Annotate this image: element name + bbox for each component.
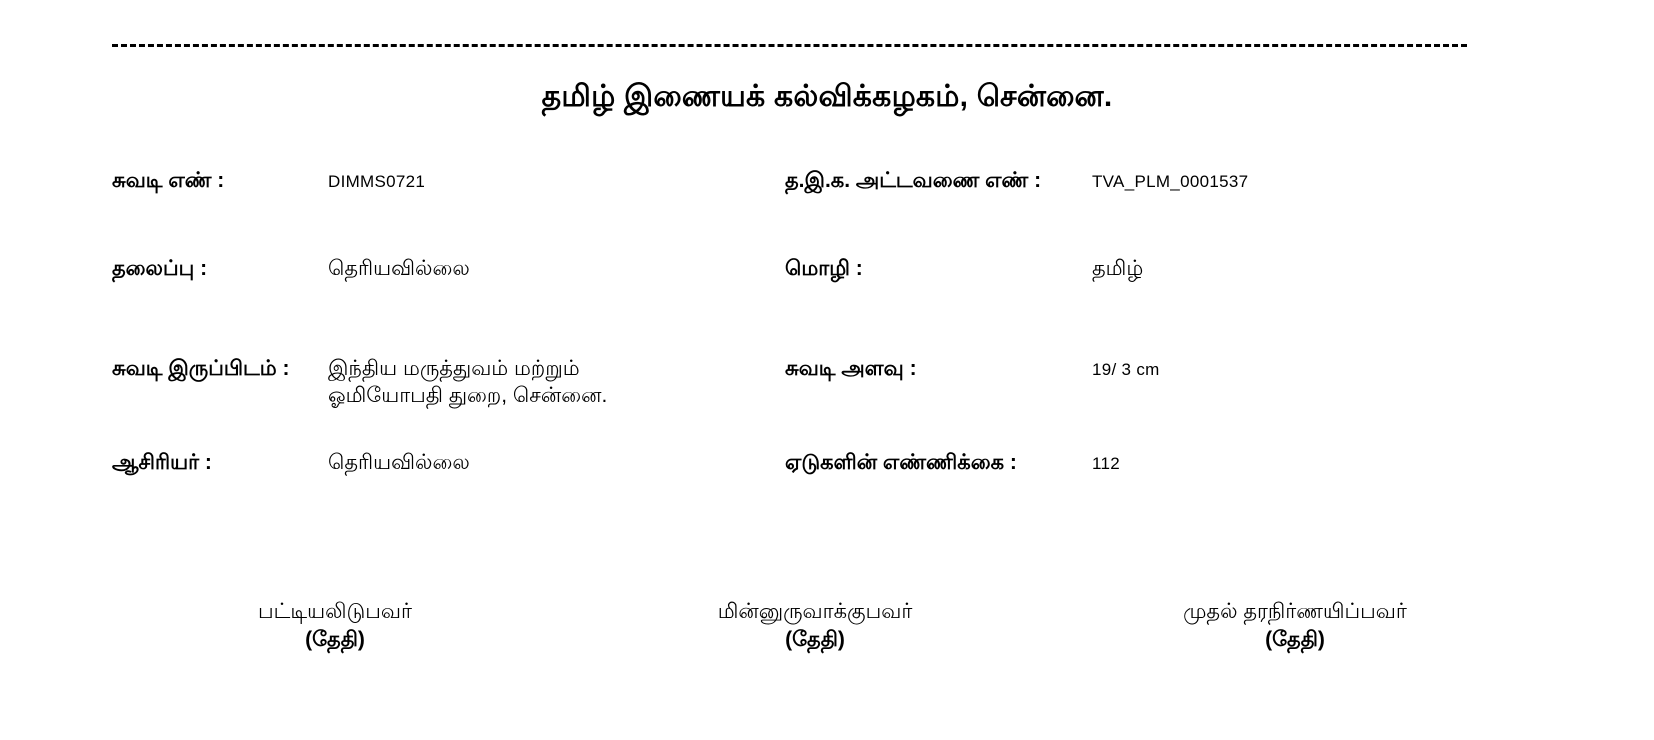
signature-block-first-quality-checker: [1015, 598, 1575, 655]
signature-date: (தேதி): [1265, 628, 1325, 652]
leaf-count-label: ஏடுகளின் எண்ணிக்கை :: [785, 451, 1017, 474]
language-label: மொழி :: [785, 257, 863, 280]
author-value: தெரியவில்லை: [328, 451, 470, 474]
field-row: [0, 168, 1654, 256]
field-row: [0, 450, 1654, 540]
size-label: சுவடி அளவு :: [785, 357, 917, 380]
tva-table-number-value: TVA_PLM_0001537: [1092, 172, 1249, 191]
language-value: தமிழ்: [1092, 257, 1144, 280]
author-label: ஆசிரியர் :: [112, 451, 212, 474]
signature-date: (தேதி): [305, 628, 365, 652]
field-row: [0, 356, 1654, 450]
size-value: 19/ 3 cm: [1092, 360, 1160, 379]
leaf-count-value: 112: [1092, 454, 1121, 473]
field-row: [0, 256, 1654, 356]
dashed-divider: [112, 44, 1467, 47]
metadata-fields: [0, 168, 1654, 540]
signature-row: [0, 598, 1654, 655]
page-title: தமிழ் இணையக் கல்விக்கழகம், சென்னை.: [541, 80, 1113, 113]
heading-value: தெரியவில்லை: [328, 257, 470, 280]
location-value-line-2: ஓமியோபதி துறை, சென்னை.: [328, 384, 608, 407]
signature-date: (தேதி): [785, 628, 845, 652]
signature-role: பட்டியலிடுபவர்: [258, 600, 412, 623]
heading-label: தலைப்பு :: [112, 257, 208, 280]
location-value-line-1: இந்திய மருத்துவம் மற்றும்: [328, 357, 580, 380]
location-label: சுவடி இருப்பிடம் :: [112, 357, 290, 380]
signature-block-digitiser: [615, 598, 1015, 655]
manuscript-number-value: DIMMS0721: [328, 172, 426, 191]
signature-block-cataloguer: [55, 598, 615, 655]
tva-table-number-label: த.இ.க. அட்டவணை எண் :: [785, 169, 1042, 192]
signature-role: முதல் தரநிர்ணயிப்பவர்: [1183, 600, 1407, 623]
manuscript-number-label: சுவடி எண் :: [112, 169, 225, 192]
signature-role: மின்னுருவாக்குபவர்: [717, 600, 913, 623]
